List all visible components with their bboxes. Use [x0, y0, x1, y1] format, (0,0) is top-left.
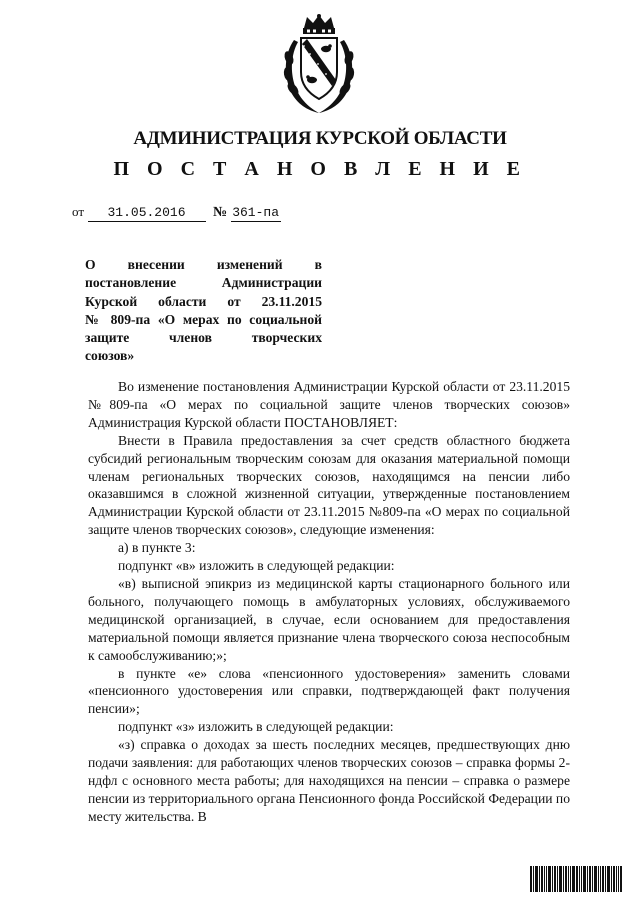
document-type-title: П О С Т А Н О В Л Е Н И Е: [113, 158, 527, 180]
body-paragraph: подпункт «в» изложить в следующей редакции:: [118, 558, 395, 574]
document-number: 361-па: [232, 205, 279, 220]
coat-of-arms-icon: [280, 14, 358, 114]
subject-line: постановление Администрации: [85, 275, 322, 291]
body-paragraph: а) в пункте 3:: [118, 540, 196, 556]
body-paragraph: «з) справка о доходах за шесть последних месяцев, предшествующих дню подачи заявления: для работающих членов творческих союзов – справка формы 2-ндфл с основного места работы; для находящихся на пенсии – справка о размере пенсии из территориального органа Пенсионного фонда Российской Федерации по месту жительства. В: [88, 737, 570, 824]
body-paragraph: подпункт «з» изложить в следующей редакции:: [118, 719, 394, 735]
body-paragraph: в пункте «е» слова «пенсионного удостоверения» заменить словами «пенсионного удостоверения или справки, подтверждающей факт получения пенсии»;: [88, 665, 570, 717]
document-date: 31.05.2016: [88, 205, 206, 222]
subject-line: Курской области от 23.11.2015: [85, 293, 322, 309]
subject-line: защите членов творческих: [85, 330, 322, 346]
body-paragraph: «в) выписной эпикриз из медицинской карты стационарного больного или больного, получающего помощь в амбулаторных условиях, обслуживаемого медицинской организацией, в случае, если основанием для предоставления материальной помощи является признание члена творческого союза неспособным к самообслуживанию;»;: [88, 575, 570, 663]
body-paragraph: Внести в Правила предоставления за счет средств областного бюджета субсидий региональным творческим союзам для оказания материальной помощи членам региональных творческих союзов, находящимся на пенсии либо оказавшимся в сложной жизненной ситуации, утвержденные постановлением Администрации Курской области от 23.11.2015 №809-па «О мерах по социальной защите членов творческих союзов», следующие изменения:: [88, 432, 570, 538]
organization-title: АДМИНИСТРАЦИЯ КУРСКОЙ ОБЛАСТИ: [133, 128, 507, 149]
subject-line: № 809-па «О мерах по социальной: [85, 311, 322, 327]
date-from-label: от: [72, 204, 85, 219]
document-body: [88, 378, 570, 826]
subject-line: союзов»: [85, 348, 135, 364]
subject-block: [85, 256, 322, 366]
document-number-label: №: [213, 205, 228, 220]
barcode-icon: [530, 866, 622, 892]
date-number-line: [72, 204, 281, 222]
body-paragraph: Во изменение постановления Администрации Курской области от 23.11.2015 №809-па «О мерах по социальной защите членов творческих союзов» Администрация Курской области ПОСТАНОВЛЯЕТ:: [88, 379, 570, 430]
subject-line: О внесении изменений в: [85, 257, 322, 272]
